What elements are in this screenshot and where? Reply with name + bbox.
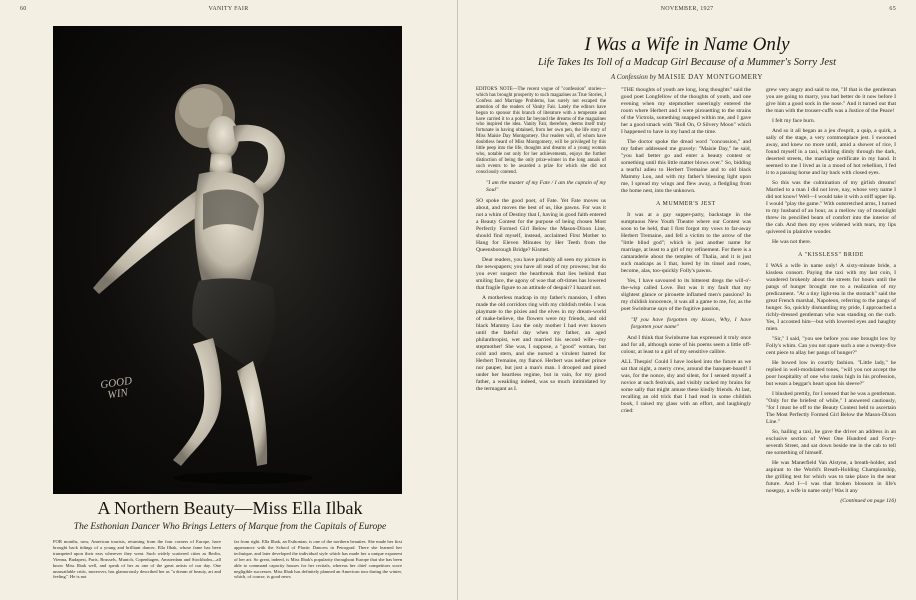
paragraph: And so it all began as a jeu d'esprit, a quip, a quirk, a sally of the stage, a very commonplace jest. I swooned away, and knew no more until, amid a shower of rice, I found myself in a taxi, whirling dimly through the dark, deserted streets, the marriage certificate in my hand. It seemed to me I lived as in a mood of hot rebellion, I fed it to a passing horse and lay back with closed eyes. xyxy=(766,128,896,176)
paragraph: ALL Thespis! Could I have looked into the future as we sat that night, a merry crew, around the banquet-board! I was, for the nonce, shy and silent, for I sensed myself a novice at such festivals, and visibly racked my brains for some sally that might amuse these kindly friends. At last, recalling an old trick that I had read in some childish book, I raised my glass with an effort, and laughingly cried: xyxy=(621,359,751,414)
author-name: MAISIE DAY MONTGOMERY xyxy=(658,73,764,81)
paragraph: He was not there. xyxy=(772,239,812,245)
article-subtitle: Life Takes Its Toll of a Madcap Girl Because of a Mummer's Sorry Jest xyxy=(537,57,837,68)
page-number-right: 65 xyxy=(889,6,896,12)
paragraph: "THE thoughts of youth are long, long thoughts" said the good poet Longfellow of the thoughts of youth, and one evening when my stepmother sneeringly entered the room where Herbert and I were pirouetting to the strains of the Victrola, something snapped within me, and I gave her a good smack with "Roll On, O Silvery Moon" which I happened to have in my hand at the time. xyxy=(621,87,751,135)
running-head-right: NOVEMBER, 1927 xyxy=(660,6,714,12)
signature-text: GOOD WIN xyxy=(99,374,133,402)
article-column-1 xyxy=(476,87,606,396)
dancer-photograph xyxy=(53,26,402,494)
dancer-figure-illustration xyxy=(53,26,402,494)
right-page xyxy=(458,0,916,600)
paragraph: The doctor spoke the dread word "concussion," and my father addressed me gravely: "Maisie Day," he said, "you had better go and enter a beauty contest or something until this little matter blows over." So, bidding a tearful adieu to Herbert Tremaine and to old black Mammy Lou, and with my father's blessing light upon me, I spread my wings and flew away, a fledgling from the home nest, into the unknown. xyxy=(621,139,751,194)
page-number-left: 60 xyxy=(20,6,27,12)
article-column-3 xyxy=(766,87,896,508)
article-title: I Was a Wife in Name Only xyxy=(584,34,790,55)
caption-column-2: far from right. Ella Ilbak, an Esthonian, is one of the northern beauties. She made her first appearance with the School of Plastic Dancers in Petrograd. There she learned her technique, and later developed the individual style which has made her a unique exponent of her art. So great, indeed, is Miss Ilbak's popularity throughout Europe that she has been able to command capacity houses for her recitals, whereas her chief competitors score negligible successes. Miss Ilbak has definitely planned an American tour during the winter, which, of course, is good news xyxy=(234,539,402,580)
byline-prefix: A Confession by xyxy=(610,73,657,81)
caption-subtitle: The Esthonian Dancer Who Brings Letters of Marque from the Capitals of Europe xyxy=(73,522,387,532)
section-heading: A "KISSLESS" BRIDE xyxy=(798,252,864,258)
paragraph: "Sir," I said, "you see before you one brought low by Folly's whim. Can you not spare such a one a twenty-five cent piece to allay her pangs of hunger?" xyxy=(766,336,896,356)
paragraph: And I think that Swinburne has expressed it truly once and for all, although some of his poems seem a little off-colour, at least to a girl of my sensitive calibre. xyxy=(621,335,751,355)
running-head-left: VANITY FAIR xyxy=(208,6,249,12)
byline xyxy=(458,73,916,81)
caption-column-1: FOR months, now, American tourists, returning from the four corners of Europe, have brought back tidings of a young and brilliant dancer, Ella Ilbak, whose fame has been trumpeted upon their ears wherever they went. Such widely scattered cities as Berlin, Vienna, Budapest, Paris, Brussels, Munich, Copenhagen, Amsterdam and Stockholm—all know Miss Ilbak well, and speak of her as one of the great artists of our day. One unassailable critic, moreover, has glamorously described her as "a dream of beauty, art and feeling". He is not xyxy=(53,539,221,580)
caption-title: A Northern Beauty—Miss Ella Ilbak xyxy=(97,498,363,518)
paragraph: It was at a gay supper-party, backstage in the sumptuous New Youth Theatre where our Contest was soon to be held, that I first forgot my vows to far-away Herbert Tremaine, and fell a victim to the arrow of the "little blind god"; which is just another name for marriage, at least to a girl of my refinement. For there is a camaraderie about the temples of Thalia, and it is just such madcaps as I that, lured by its tinsel and roses, become, alas, too-quickly Folly's pawns. xyxy=(621,212,751,274)
paragraph: I blushed prettily, for I sensed that he was a gentleman. "Only for the briefest of while," I answered cautiously, "for I must be off to the Beauty Contest held to ascertain The Most Perfectly Formed Girl Below the Mason-Dixon Line." xyxy=(766,391,896,425)
paragraph: A motherless madcap in my father's mansion, I often made the old corridors ring with my childish treble. I was playmate to the pixies and the elves in my dream-world of make-believe, the flowers were my friends, and old black Mammy Lou the only mother I had ever known until the fateful day when my father, an aged philanthropist, wet and married his second wife—my stepmother! She was, I suppose, a "good" woman, but cold and stern, and she nursed a virulent hatred for Herbert Tremaine, my fiancé. Herbert was neither prince nor pauper, but just a man's man. I drooped and pined under her heartless regime, but in vain, for my good father, a weakling indeed, was so much intimidated by the termagant as I. xyxy=(476,294,606,392)
paragraph: He was Manerfield Van Alstyne, a breath-holder, and aspirant to the World's Breath-Holding Championship, the grilling test for which was to take place in the near future. And I—I was that broken blossom in life's nosegay, a wife in name only! Was it any xyxy=(766,460,896,494)
paragraph: I felt my face burn. xyxy=(772,118,816,124)
section-heading: A MUMMER'S JEST xyxy=(656,201,716,207)
continued-note: (Continued on page 116) xyxy=(840,498,896,504)
verse-quote: "I am the master of my Fate / I am the captain of my Soul" xyxy=(486,179,606,193)
paragraph: Dear readers, you have probably all seen my picture in the newspapers; you have all read of my prowess; but do you ever suspect the heartbreak that lies behind that smiling face, the agony of woe that oft-times has lowered that fragile figure to an attitude of despair? I hazard not. xyxy=(476,256,606,291)
paragraph: Yes, I have savoured to its bitterest dregs the will-o'-the-wisp called Love. But was it my fault that my slightest glance or pirouette inflamed men's passions? In my childish innocence, it was all a game to me, for, as the poet Swinburne says of the fugitive passion, xyxy=(621,278,751,312)
editors-note: EDITOR'S NOTE—The recent vogue of "confession" stories—which has brought prosperity to such magazines as True Stories, I Confess and Marriage Problems, has surely not escaped the attention of the readers of Vanity Fair. Lately the editors have begun to sponsor this branch of literature with a temperate and have carried it to a point far beyond the dreams of the magazines who inspired the idea. Vanity Fair, therefore, deems itself truly fortunate in having obtained, from her own pen, the life story of Miss Maisie Day Montgomery. Our readers will, of whom have doubtless heard of Miss Montgomery, will be privileged by this little peep into the life, thoughts and dreams of a young woman who, notable not only for her achievements, enjoys the further distinction of being the only prize-winner in the long annals of such events to be awarded a prize for which she did not consciously contend. xyxy=(476,87,606,175)
paragraph: SO spoke the good poet, of Fate. Yet Fate moves us about, and moves the best of us, like pawns. For was it not a whim of Destiny that I, having in good faith entered a Beauty Contest for the purpose of being chosen Most Perfectly Formed Girl Below the Mason-Dixon Line, should find myself, instead, acclaimed First Mother to Hang for Eleven Minutes by Her Teeth from the Queensborough Bridge? Kismet. xyxy=(476,197,606,253)
paragraph: grew very angry and said to me, "If that is the gentleman you are going to marry, you had better do it now before I give him a good sock in the nose." And it turned out that the man with the trouser-cuffs was a Justice of the Peace! xyxy=(766,87,896,114)
verse-quote: "If you have forgotten my kisses, Why, I have forgotten your name" xyxy=(631,317,751,330)
paragraph: I WAS a wife in name only! A sixty-minute bride, a kissless consort. Paying the taxi with my last coin, I wandered brokenly about the streets for hours until the pangs of hunger brought me to a realization of my predicament. "At a tiny light-tea in the stomach" said the great French marshal, Napoleon, referring to the pangs of hunger. So, quickly dismantling my pride, I approached a richly-dressed gentleman who was standing on the curb. Yes, I accosted him—but with lowered eyes and haughty mien. xyxy=(766,263,896,332)
paragraph: He bowed low in courtly fashion. "Little lady," he replied in well-modulated tones, "will you not accept the poor hospitality of one who ranks high in his profession, but wears a beggar's heart upon his sleeve?" xyxy=(766,360,896,387)
paragraph: So, hailing a taxi, he gave the driver an address in an exclusive section of West One Hundred and Forty-seventh Street, and sat down beside me in the cab to tell me something of himself. xyxy=(766,429,896,456)
paragraph: So this was the culmination of my girlish dreams! Married to a man I did not love, nay, whose very name I did not know! Well—I would take it with a stiff upper lip. I would "play the game." With outstretched arms, I turned to my husband of an hour, as a mellow ray of moonlight threw its pencilled beam of comfort into the interior of the cab. And then my eyes widened with tears, my lips quivered in plaintive wonder. xyxy=(766,180,896,235)
article-column-2 xyxy=(621,87,751,418)
